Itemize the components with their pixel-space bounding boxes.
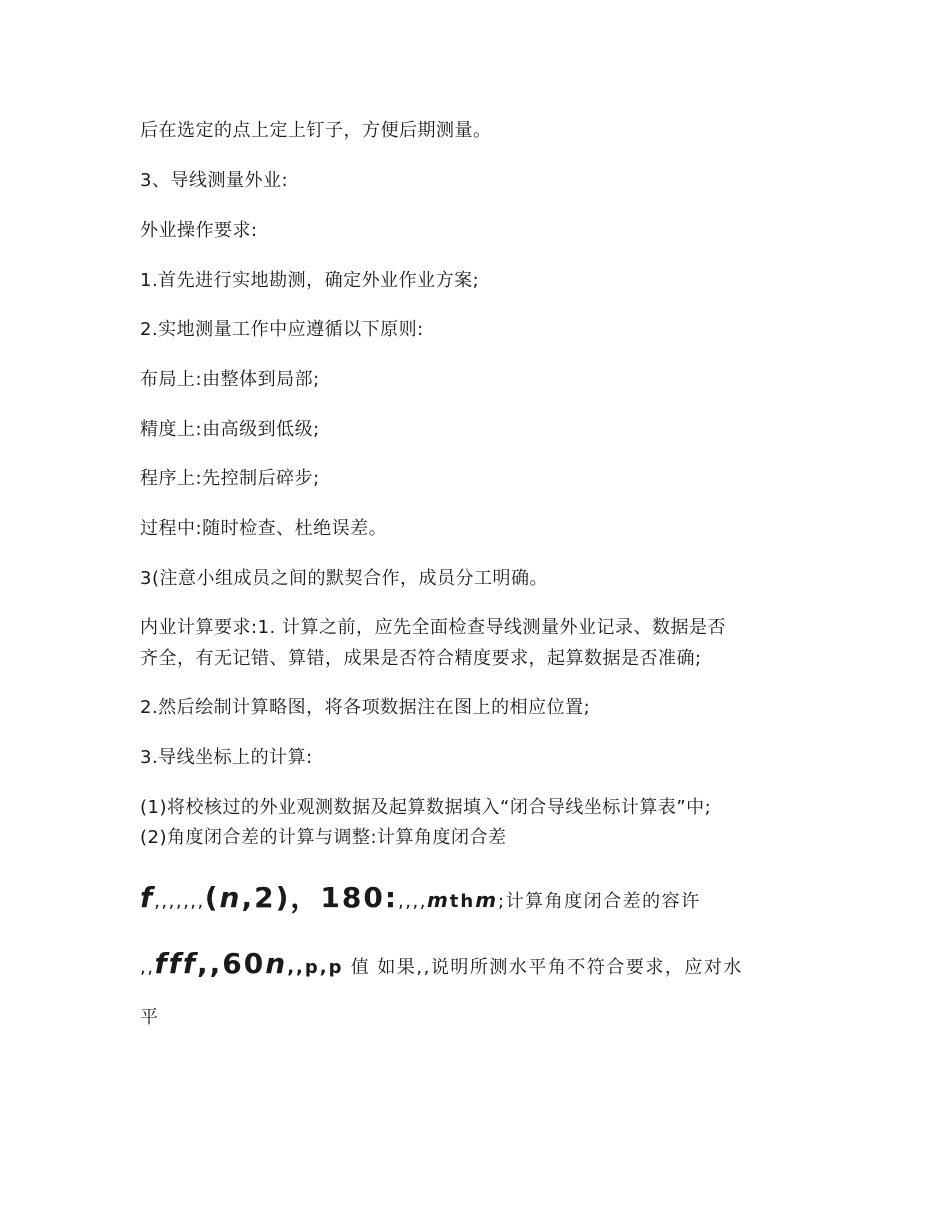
text-line-6: 布局上:由整体到局部;	[140, 369, 320, 390]
formula1-part-g: m	[426, 888, 450, 912]
text-line-11: 内业计算要求:1. 计算之前，应先全面检查导线测量外业记录、数据是否	[140, 617, 726, 638]
text-line-15: (1)将校核过的外业观测数据及起算数据填入“闭合导线坐标计算表”中;	[140, 797, 712, 818]
formula1-part-e: ,2)，180:	[241, 881, 399, 914]
text-line-3: 外业操作要求:	[140, 220, 258, 241]
text-line-10: 3(注意小组成员之间的默契合作，成员分工明确。	[140, 568, 548, 589]
text-line-5: 2.实地测量工作中应遵循以下原则:	[140, 319, 424, 340]
formula2-part-f: 值 如果,,说明所测水平角不符合要求，应对水	[343, 957, 743, 978]
text-line-last: 平	[140, 1007, 159, 1028]
formula-line-1	[140, 878, 701, 922]
text-line-7: 精度上:由高级到低级;	[140, 419, 320, 440]
text-line-1: 后在选定的点上定上钉子，方便后期测量。	[140, 120, 492, 141]
formula1-part-d: n	[219, 881, 242, 914]
text-line-12: 齐全，有无记错、算错，成果是否符合精度要求，起算数据是否准确;	[140, 648, 702, 669]
formula2-part-e: ,,p,p	[287, 957, 344, 978]
formula1-part-f: ,,,,	[398, 891, 427, 912]
formula2-part-c: ,,60	[197, 947, 266, 980]
formula1-part-h: th	[449, 891, 476, 912]
formula2-part-a: ,,	[140, 957, 155, 978]
formula1-part-j: ;计算角度闭合差的容许	[498, 891, 701, 912]
text-line-16: (2)角度闭合差的计算与调整:计算角度闭合差	[140, 827, 507, 848]
text-line-13: 2.然后绘制计算略图，将各项数据注在图上的相应位置;	[140, 697, 591, 718]
text-line-9: 过程中:随时检查、杜绝误差。	[140, 518, 388, 539]
text-line-4: 1.首先进行实地勘测，确定外业作业方案;	[140, 270, 480, 291]
formula2-part-d: n	[265, 947, 288, 980]
formula-line-2	[140, 944, 743, 988]
formula1-part-b: ,,,,,,,	[154, 891, 205, 912]
text-line-2: 3、导线测量外业:	[140, 170, 289, 191]
formula1-part-i: m	[475, 888, 499, 912]
text-line-8: 程序上:先控制后碎步;	[140, 468, 320, 489]
formula1-part-c: (	[204, 881, 220, 914]
formula1-part-a: f	[140, 881, 155, 914]
formula2-part-b: fff	[154, 947, 197, 980]
text-line-14: 3.导线坐标上的计算:	[140, 747, 313, 768]
